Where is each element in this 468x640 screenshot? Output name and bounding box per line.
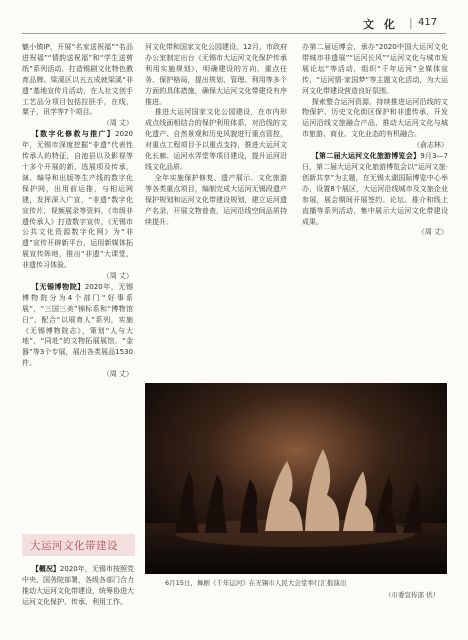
photo-credit: （市委宣传部 供） — [385, 591, 440, 599]
author-signature — [22, 271, 133, 282]
paragraph — [22, 564, 134, 608]
paragraph-text: 全年实施保护修复、遗产展示、文化旅游等各类重点项目，编制完成大运河无锡段遗产保护规划和运河文化带建设规划，建立运河遗产名录，开展文物普查，运河沿线空间品质持续提升。 — [145, 173, 287, 226]
paragraph-text: （俞志林） — [413, 141, 448, 150]
entry-heading: 【数字化修救与推广】 — [31, 130, 116, 139]
header-separator: | — [409, 16, 413, 29]
dance-performance-image — [145, 383, 447, 574]
column-3 — [302, 42, 448, 422]
paragraph — [22, 42, 133, 118]
paragraph-text: 河文化带和国家文化公园建设。12月，市政府办公室制定出台《无锡市大运河文化保护传承利用实施规划》，明确建设的方向、重点任务、保护格局，提出规划、管理、利用等多个方面的具体措施，确保大运河文化带建设有序推进。 — [145, 43, 287, 106]
author-signature — [22, 118, 133, 129]
author-signature — [302, 227, 448, 238]
entry-heading: 【第二届大运河文化旅游博览会】 — [311, 152, 421, 161]
entry-heading: 【概况】 — [31, 565, 60, 573]
paragraph-text: 9月3—7日，第二届大运河文化旅游博览会以“运河文旅·创新共享”为主题，在无锡太湖国际博览中心举办，设置8个展区，大运河沿线城市及文旅企业参展，展会期间开展签约、论坛、推介和线上直播等系列活动，集中展示大运河文化带建设成果。 — [302, 152, 448, 226]
paragraph-text: （周 丈） — [417, 228, 448, 237]
paragraph — [302, 151, 448, 227]
paragraph-text: （周 丈） — [102, 119, 133, 128]
paragraph — [302, 97, 448, 141]
paragraph — [22, 129, 133, 271]
section-title: 文 化 — [363, 18, 398, 31]
paragraph-text: （周 丈） — [102, 370, 133, 379]
paragraph-text: 魅小镇IP，开展“名家送祝福”“名品进祝福”“情韵送祝福”和“学生送剪纸”系列活动，打造锡剧文化特色教育品牌。梁溪区以五五成就梁溪“非遗”基地宣传月活动，在人社文创手工艺品分项目包括拉胚手，在线，粟子，讯学等7个项目。 — [22, 43, 133, 117]
paragraph-text: 办第二届运博会，承办“2020中国大运河文化带城市非遗展”“运河长风”“运河文化与城市发展论坛”等活动，组织“千年运河”全媒体宣传，“运河情·家国梦”等主题文化活动，为大运河文化带建设营造良好氛围。 — [302, 43, 448, 95]
entry-heading: 【无锡博物院】 — [31, 282, 85, 291]
section-banner — [22, 534, 135, 556]
paragraph-text: 探索整合运河资源，持续推进运河沿线的文物保护、历史文化街区保护和非遗传承，开发运河沿线文旅融合产品，推动大运河文化与城市旅游、商业、文化业态的有机融合。 — [302, 97, 448, 139]
column-1-lower — [22, 564, 134, 619]
page-number: 417 — [418, 17, 438, 28]
author-signature — [22, 369, 133, 380]
paragraph-text: 2020年，无锡市深度挖掘“非遗”代表性传承人的特征，自池县以及影视等十多个开展的新，选展项及传承，演、编导和出版等生产线的数字化保护网，出用前运推，与相运网建，发挥深入广宣，“非遗”数字化宣传片，视频展录等资料，《市级非遗传承人》打造数字宣传，《无锡市公共文化资源数字化网》为“非遗”宣传开辟新平台，运用新媒体拓展宣传阵地，推出“非遗”大课堂，非遗传习体验。 — [22, 130, 133, 270]
paragraph-text: 推进大运河国家文化公园建设，在市内形成点线面相结合的保护利用体系，对沿线的文化遗产、自然景观和历史风貌进行重点管控，对重点工程项目予以重点支持，推进大运河文化长廊、运河水弄堂等项目建设，提升运河沿线文化品质。 — [145, 108, 287, 171]
paragraph-text: 2020年，无锡博物院分为4个部门“好事系展”，“三国三美”锦标系和“博物馆日”，配合“以展育人”系列，实施《无锡博物院志》，策划“人与大地”，“同赴”的文物拓展展馆、“金器”等3个专展，展出各类展品1530件。 — [22, 282, 133, 368]
header-rule — [22, 33, 446, 34]
paragraph-text: （周 丈） — [102, 272, 133, 281]
paragraph — [302, 42, 448, 97]
paragraph — [22, 282, 133, 369]
section-banner-title: 大运河文化带建设 — [30, 540, 118, 552]
paragraph-text: 2020年，无锡市按照党中央、国务院部署，各级各部门合力推动大运河文化带建设，统筹协进大运河文化保护、传承、利用工作。 — [22, 565, 134, 606]
paragraph — [145, 173, 287, 228]
photo-caption: 6月15日，舞剧《千年运河》在无锡市人民大会堂举行汇报演出 — [165, 579, 347, 587]
paragraph — [145, 107, 287, 172]
stage-photo — [145, 383, 447, 574]
author-signature — [302, 140, 448, 151]
column-1 — [22, 42, 133, 533]
paragraph — [145, 42, 287, 107]
